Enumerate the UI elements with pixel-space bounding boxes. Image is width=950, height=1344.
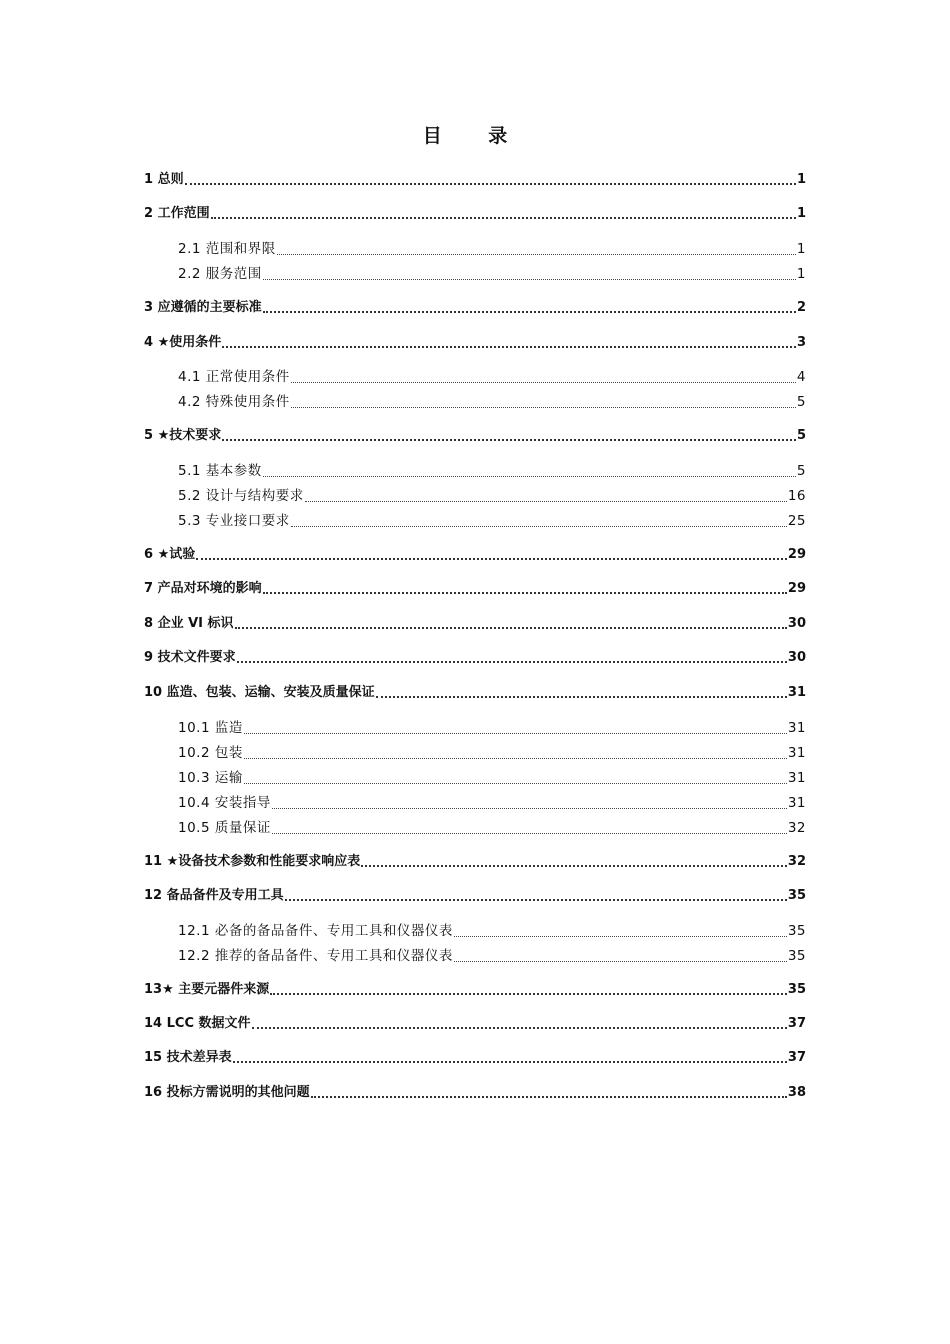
toc-entry[interactable] — [144, 1048, 806, 1068]
toc-entry-label: 4.2 特殊使用条件 — [178, 394, 290, 410]
toc-entry-page: 3 — [796, 335, 806, 350]
toc-entry-page: 35 — [787, 948, 806, 964]
toc-entry-page: 31 — [787, 745, 806, 761]
toc-entry-page: 32 — [787, 854, 806, 869]
toc-subentry[interactable] — [178, 718, 806, 738]
toc-entry-label: 10.2 包装 — [178, 745, 243, 761]
toc-entry-page: 35 — [787, 982, 806, 997]
toc-entry[interactable] — [144, 579, 806, 599]
toc-entry-page: 37 — [787, 1050, 806, 1065]
dot-leader — [270, 993, 787, 995]
toc-entry-label: 10 监造、包装、运输、安装及质量保证 — [144, 685, 375, 700]
toc-entry[interactable] — [144, 683, 806, 703]
toc-entry[interactable] — [144, 648, 806, 668]
toc-entry-label: 10.1 监造 — [178, 720, 243, 736]
toc-entry-page: 1 — [796, 266, 806, 282]
dot-leader — [263, 311, 796, 313]
toc-entry-label: 6 ★试验 — [144, 547, 196, 562]
toc-entry-page: 31 — [787, 720, 806, 736]
toc-entry-page: 31 — [787, 795, 806, 811]
toc-entry-label: 15 技术差异表 — [144, 1050, 232, 1065]
dot-leader — [211, 217, 796, 219]
toc-entry-label: 4 ★使用条件 — [144, 335, 222, 350]
dot-leader — [263, 592, 787, 594]
toc-subentry[interactable] — [178, 793, 806, 813]
toc-subentry[interactable] — [178, 486, 806, 506]
toc-entry-label: 3 应遵循的主要标准 — [144, 300, 262, 315]
toc-entry-label: 12.1 必备的备品备件、专用工具和仪器仪表 — [178, 923, 453, 939]
toc-entry-page: 1 — [796, 206, 806, 221]
toc-entry-page: 32 — [787, 820, 806, 836]
toc-entry-page: 37 — [787, 1016, 806, 1031]
dot-leader — [252, 1027, 787, 1029]
toc-entry-page: 25 — [787, 513, 806, 529]
dot-leader — [222, 346, 796, 348]
toc-entry-label: 12.2 推荐的备品备件、专用工具和仪器仪表 — [178, 948, 453, 964]
toc-subentry[interactable] — [178, 743, 806, 763]
toc-entry-label: 5 ★技术要求 — [144, 428, 222, 443]
dot-leader — [233, 1061, 787, 1063]
toc-entry-page: 31 — [787, 770, 806, 786]
toc-entry-page: 1 — [796, 172, 806, 187]
dot-leader — [272, 808, 787, 809]
toc-entry-page: 5 — [796, 463, 806, 479]
dot-leader — [263, 279, 796, 280]
toc-entry-page: 5 — [796, 394, 806, 410]
dot-leader — [277, 254, 796, 255]
toc-entry-label: 5.3 专业接口要求 — [178, 513, 290, 529]
toc-entry-label: 5.2 设计与结构要求 — [178, 488, 304, 504]
toc-entry[interactable] — [144, 1014, 806, 1034]
toc-entry-page: 31 — [787, 685, 806, 700]
toc-entry-page: 30 — [787, 616, 806, 631]
dot-leader — [291, 407, 796, 408]
toc-entry[interactable] — [144, 614, 806, 634]
toc-entry-label: 13★ 主要元器件来源 — [144, 982, 270, 997]
toc-subentry[interactable] — [178, 239, 806, 259]
toc-entry-label: 5.1 基本参数 — [178, 463, 262, 479]
toc-entry[interactable] — [144, 298, 806, 318]
toc-entry-label: 2 工作范围 — [144, 206, 210, 221]
toc-entry-page: 5 — [796, 428, 806, 443]
toc-entry-label: 11 ★设备技术参数和性能要求响应表 — [144, 854, 361, 869]
toc-entry[interactable] — [144, 333, 806, 353]
dot-leader — [454, 936, 787, 937]
toc-entry[interactable] — [144, 545, 806, 565]
dot-leader — [291, 526, 787, 527]
toc-entry-label: 14 LCC 数据文件 — [144, 1016, 251, 1031]
toc-entry[interactable] — [144, 1083, 806, 1103]
dot-leader — [454, 961, 787, 962]
toc-entry-label: 8 企业 VI 标识 — [144, 616, 234, 631]
dot-leader — [291, 382, 796, 383]
toc-entry-label: 2.1 范围和界限 — [178, 241, 276, 257]
dot-leader — [237, 661, 787, 663]
toc-entry-label: 2.2 服务范围 — [178, 266, 262, 282]
toc-entry-page: 29 — [787, 547, 806, 562]
toc-entry-page: 38 — [787, 1085, 806, 1100]
toc-subentry[interactable] — [178, 511, 806, 531]
dot-leader — [285, 899, 787, 901]
dot-leader — [196, 558, 787, 560]
dot-leader — [305, 501, 787, 502]
page-title: 目 录 — [422, 125, 528, 147]
toc-subentry[interactable] — [178, 946, 806, 966]
toc-entry-page: 2 — [796, 300, 806, 315]
dot-leader — [244, 733, 787, 734]
toc-subentry[interactable] — [178, 392, 806, 412]
toc-entry[interactable] — [144, 886, 806, 906]
dot-leader — [244, 758, 787, 759]
toc-entry-page: 35 — [787, 923, 806, 939]
toc-subentry[interactable] — [178, 367, 806, 387]
toc-subentry[interactable] — [178, 818, 806, 838]
toc-entry-page: 29 — [787, 581, 806, 596]
dot-leader — [263, 476, 796, 477]
toc-entry[interactable] — [144, 204, 806, 224]
toc-entry-page: 30 — [787, 650, 806, 665]
toc-entry-label: 10.4 安装指导 — [178, 795, 271, 811]
toc-entry-label: 10.5 质量保证 — [178, 820, 271, 836]
toc-subentry[interactable] — [178, 264, 806, 284]
dot-leader — [244, 783, 787, 784]
toc-entry-page: 4 — [796, 369, 806, 385]
dot-leader — [376, 696, 787, 698]
toc-entry-label: 1 总则 — [144, 172, 184, 187]
toc-entry-label: 10.3 运输 — [178, 770, 243, 786]
toc-entry-label: 4.1 正常使用条件 — [178, 369, 290, 385]
dot-leader — [272, 833, 787, 834]
dot-leader — [235, 627, 787, 629]
dot-leader — [361, 865, 787, 867]
toc-subentry[interactable] — [178, 768, 806, 788]
toc-subentry[interactable] — [178, 921, 806, 941]
toc-entry-label: 9 技术文件要求 — [144, 650, 236, 665]
toc-subentry[interactable] — [178, 461, 806, 481]
toc-entry-page: 1 — [796, 241, 806, 257]
toc-entry-label: 16 投标方需说明的其他问题 — [144, 1085, 310, 1100]
toc-entry-label: 7 产品对环境的影响 — [144, 581, 262, 596]
toc-entry[interactable] — [144, 426, 806, 446]
toc-entry-page: 35 — [787, 888, 806, 903]
toc-entry-page: 16 — [787, 488, 806, 504]
dot-leader — [311, 1096, 787, 1098]
toc-entry[interactable] — [144, 852, 806, 872]
dot-leader — [222, 439, 796, 441]
dot-leader — [185, 183, 796, 185]
toc-entry[interactable] — [144, 170, 806, 190]
toc-entry[interactable] — [144, 980, 806, 1000]
toc-entry-label: 12 备品备件及专用工具 — [144, 888, 284, 903]
